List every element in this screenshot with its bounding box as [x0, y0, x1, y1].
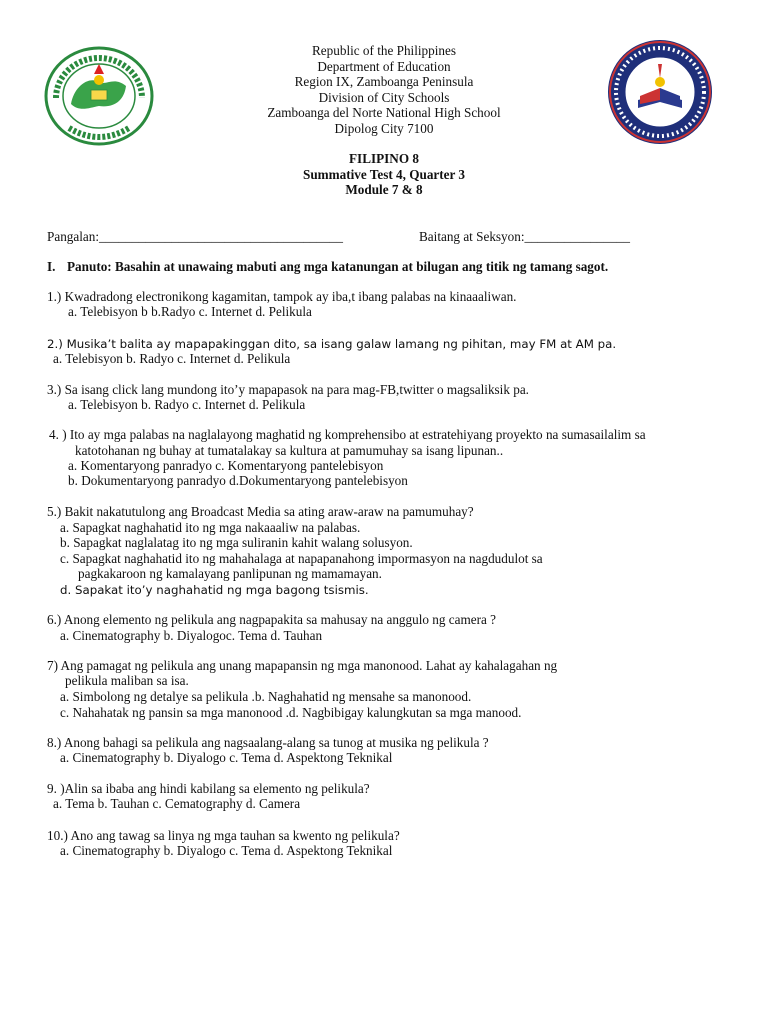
- question-6: 6.) Anong elemento ng pelikula ang nagpapakita sa mahusay na anggulo ng camera ?: [47, 612, 496, 627]
- choices-7a: a. Simbolong ng detalye sa pelikula .b. Naghahatid ng mensahe sa manonood.: [60, 689, 472, 704]
- choices-4b: b. Dokumentaryong panradyo d.Dokumentaryong pantelebisyon: [68, 473, 408, 488]
- header-line: Department of Education: [317, 58, 451, 74]
- choices-4a: a. Komentaryong panradyo c. Komentaryong pantelebisyon: [68, 458, 384, 473]
- question-10: 10.) Ano ang tawag sa linya ng mga tauhan sa kwento ng pelikula?: [47, 828, 400, 843]
- choices-3: a. Telebisyon b. Radyo c. Internet d. Pelikula: [68, 397, 306, 412]
- name-field[interactable]: Pangalan:_____________________________________: [47, 229, 343, 244]
- choice-5d: d. Sapakat ito’y naghahatid ng mga bagong tsismis.: [60, 583, 369, 597]
- question-1: 1.) Kwadradong electronikong kagamitan, tampok ay iba,t ibang palabas na kinaaaliwan.: [47, 289, 517, 304]
- question-9: 9. )Alin sa ibaba ang hindi kabilang sa elemento ng pelikula?: [47, 781, 370, 796]
- choice-5c: c. Sapagkat naghahatid ito ng mahahalaga at napapanahong impormasyon na nagdudulot sa: [60, 551, 543, 566]
- header-line: Dipolog City 7100: [334, 120, 434, 136]
- header-line: Region IX, Zamboanga Peninsula: [294, 74, 474, 89]
- module-title: Module 7 & 8: [345, 182, 423, 197]
- header-line: Zamboanga del Norte National High School: [267, 105, 501, 120]
- choice-5a: a. Sapagkat naghahatid ito ng mga nakaaaliw na palabas.: [60, 520, 361, 535]
- question-5: 5.) Bakit nakatutulong ang Broadcast Media sa ating araw-araw na pamumuhay?: [47, 504, 474, 519]
- question-2: 2.) Musika’t balita ay mapapakinggan dito, sa isang galaw lamang ng pihitan, may FM at AM pa.: [47, 337, 617, 351]
- instruction-number: I.: [47, 259, 56, 274]
- choices-10: a. Cinematography b. Diyalogo c. Tema d. Aspektong Teknikal: [60, 843, 393, 858]
- choices-8: a. Cinematography b. Diyalogo c. Tema d. Aspektong Teknikal: [60, 750, 393, 765]
- section-field[interactable]: Baitang at Seksyon:________________: [419, 229, 630, 244]
- choice-5b: b. Sapagkat naglalatag ito ng mga suliranin kahit walang solusyon.: [60, 535, 413, 550]
- choices-9: a. Tema b. Tauhan c. Cematography d. Camera: [53, 796, 301, 811]
- choices-7b: c. Nahahatak ng pansin sa mga manonood .d. Nagbibigay kalungkutan sa mga manood.: [60, 705, 522, 720]
- question-7: 7) Ang pamagat ng pelikula ang unang mapapansin ng mga manonood. Lahat ay kahalagahan ng: [47, 658, 558, 673]
- test-title: Summative Test 4, Quarter 3: [302, 166, 466, 182]
- subject-title: FILIPINO 8: [349, 151, 419, 166]
- instruction-text: Panuto: Basahin at unawaing mabuti ang mga katanungan at bilugan ang titik ng tamang sagot.: [67, 259, 609, 274]
- question-7-cont: pelikula maliban sa isa.: [65, 673, 189, 688]
- question-3: 3.) Sa isang click lang mundong ito’y mapapasok na para mag-FB,twitter o magsaliksik pa.: [47, 382, 529, 397]
- header-line: Division of City Schools: [318, 89, 450, 105]
- question-4-cont: katotohanan ng buhay at tumatalakay sa kultura at pamumuhay sa isang lipunan..: [75, 443, 504, 458]
- choices-6: a. Cinematography b. Diyalogoc. Tema d. Tauhan: [60, 628, 323, 643]
- question-4: 4. ) Ito ay mga palabas na naglalayong maghatid ng komprehensibo at estratehiyang proyekto na sumasailalim sa: [49, 427, 646, 442]
- question-8: 8.) Anong bahagi sa pelikula ang nagsaalang-alang sa tunog at musika ng pelikula ?: [47, 735, 489, 750]
- header-line: Republic of the Philippines: [312, 43, 456, 58]
- choices-2: a. Telebisyon b. Radyo c. Internet d. Pelikula: [53, 351, 291, 366]
- choice-5c-cont: pagkakaroon ng kamalayang panlipunan ng mamamayan.: [78, 566, 382, 581]
- choices-1: a. Telebisyon b b.Radyo c. Internet d. Pelikula: [68, 304, 312, 319]
